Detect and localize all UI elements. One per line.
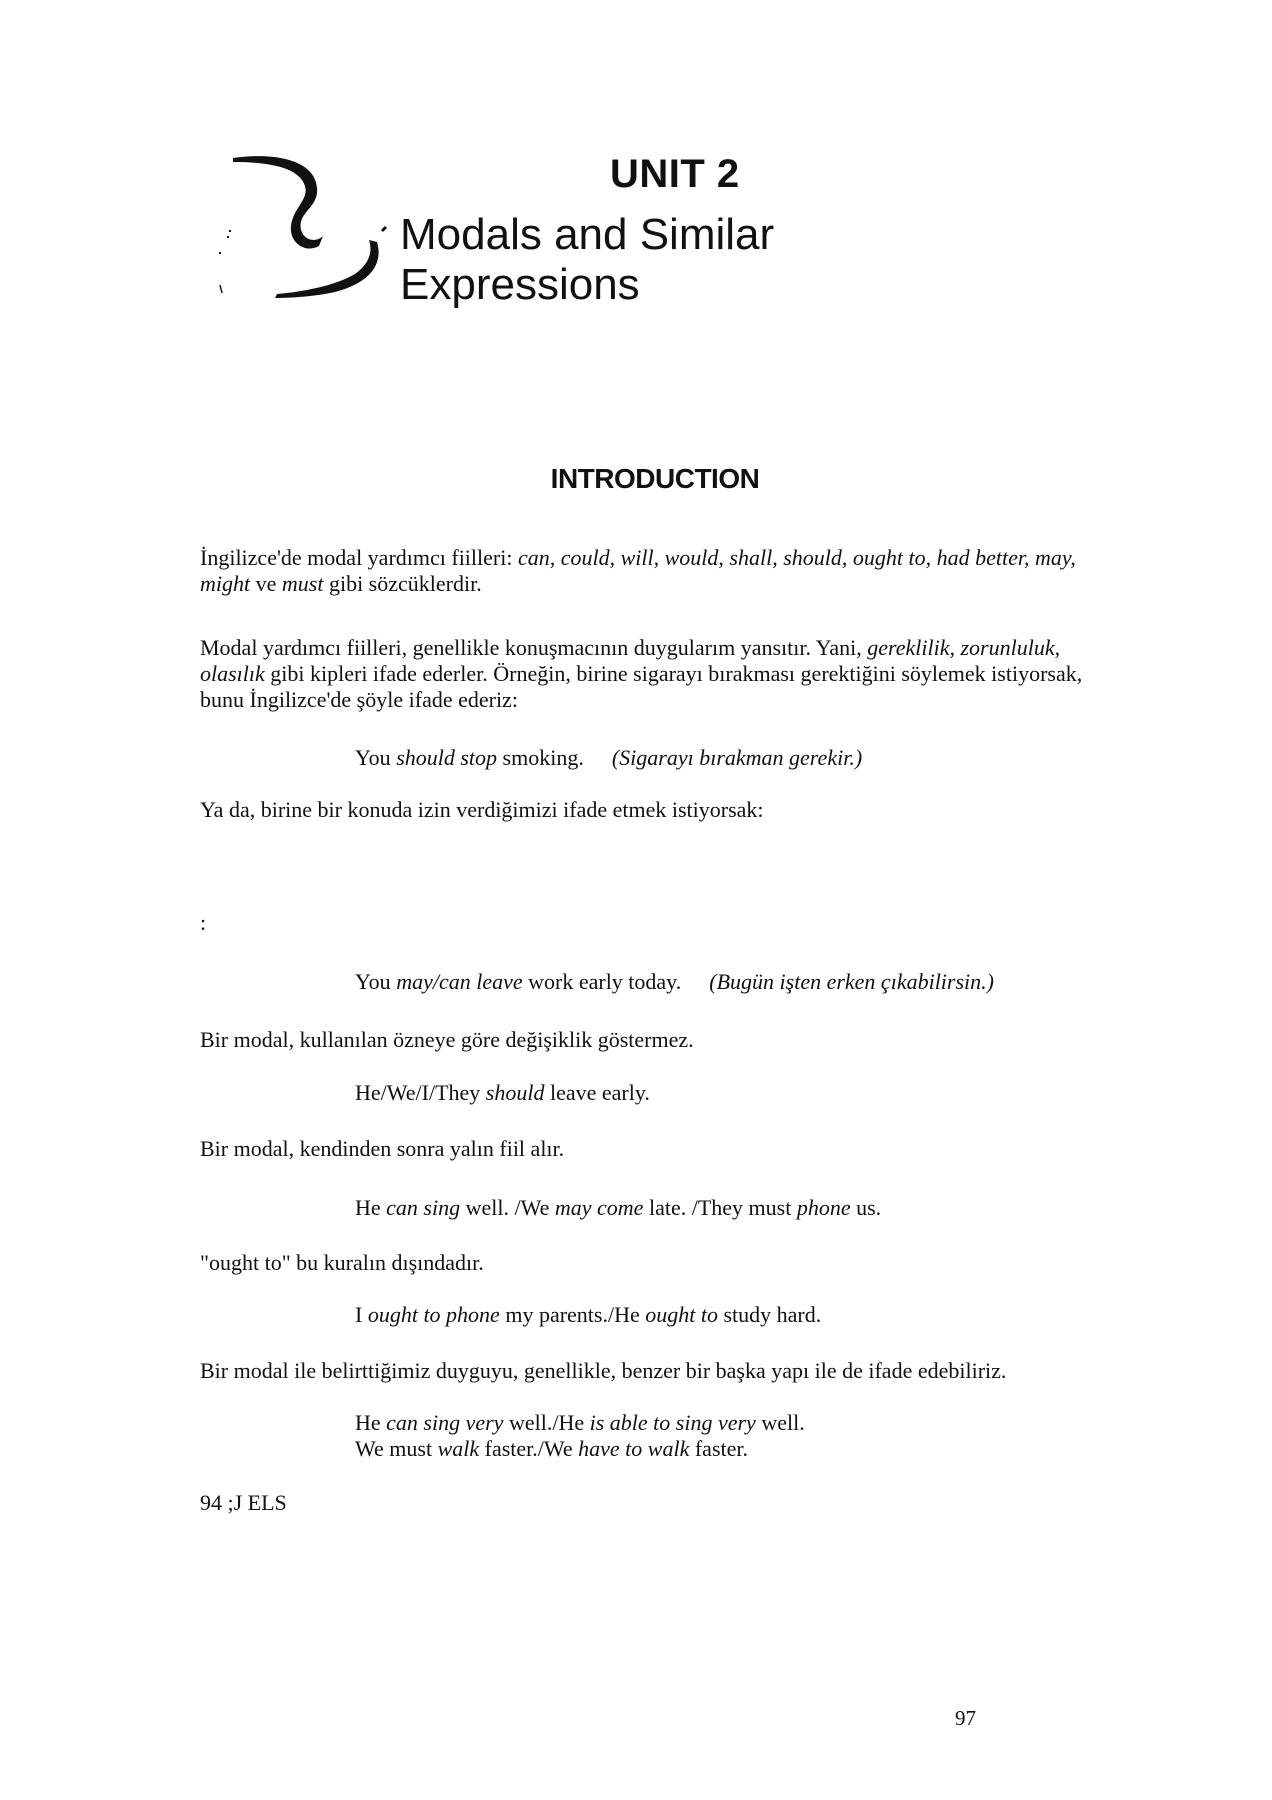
paragraph-modal-list: İngilizce'de modal yardımcı fiilleri: can, could, will, would, shall, should, ought to, had better, may, might ve must gibi sözcüklerdir. xyxy=(200,545,1076,596)
stray-colon: : xyxy=(200,910,207,935)
paragraph-similar-structures: Bir modal ile belirttiğimiz duyguyu, genellikle, benzer bir başka yapı ile de ifade edebiliriz. xyxy=(200,1358,1007,1383)
example-may-can-leave: You may/can leave work early today. (Bugün işten erken çıkabilirsin.) xyxy=(355,969,994,994)
example-able-to-sing: He can sing very well./He is able to sing very well. xyxy=(355,1410,805,1435)
example-can-sing: He can sing well. /We may come late. /They must phone us. xyxy=(355,1195,882,1220)
paragraph-modal-meaning: Modal yardımcı fiilleri, genellikle konuşmacının duygularım yansıtır. Yani, gereklilik, zorunluluk, olasılık gibi kipleri ifade ederler. Örneğin, birine sigarayı bırakması gerektiğini söylemek istiyorsak, bunu İngilizce'de şöyle ifade ederiz: xyxy=(200,635,1083,712)
example-translation: (Sigarayı bırakman gerekir.) xyxy=(611,745,863,770)
paragraph-permission: Ya da, birine bir konuda izin verdiğimizi ifade etmek istiyorsak: xyxy=(200,797,764,822)
example-translation: (Bugün işten erken çıkabilirsin.) xyxy=(709,969,994,994)
example-should-stop: You should stop smoking. (Sigarayı bırakman gerekir.) xyxy=(355,745,863,770)
unit-title: UNIT 2 xyxy=(610,152,740,196)
example-should-leave: He/We/I/They should leave early. xyxy=(355,1080,650,1105)
page-number: 97 xyxy=(955,1706,976,1730)
brush-swirl-icon xyxy=(205,150,395,310)
paragraph-subject-rule: Bir modal, kullanılan özneye göre değişiklik göstermez. xyxy=(200,1027,694,1052)
unit-subtitle-line2: Expressions xyxy=(400,260,640,309)
unit-subtitle xyxy=(400,210,774,310)
source-note: 94 ;J ELS xyxy=(200,1490,287,1515)
example-have-to-walk: We must walk faster./We have to walk faster. xyxy=(355,1436,749,1461)
example-ought-to-phone: I ought to phone my parents./He ought to study hard. xyxy=(355,1302,822,1327)
unit-subtitle-line1: Modals and Similar xyxy=(400,210,775,259)
section-heading: INTRODUCTION xyxy=(550,463,760,494)
paragraph-bare-infinitive: Bir modal, kendinden sonra yalın fiil alır. xyxy=(200,1136,565,1161)
paragraph-ought-to: "ought to" bu kuralın dışındadır. xyxy=(200,1250,484,1275)
